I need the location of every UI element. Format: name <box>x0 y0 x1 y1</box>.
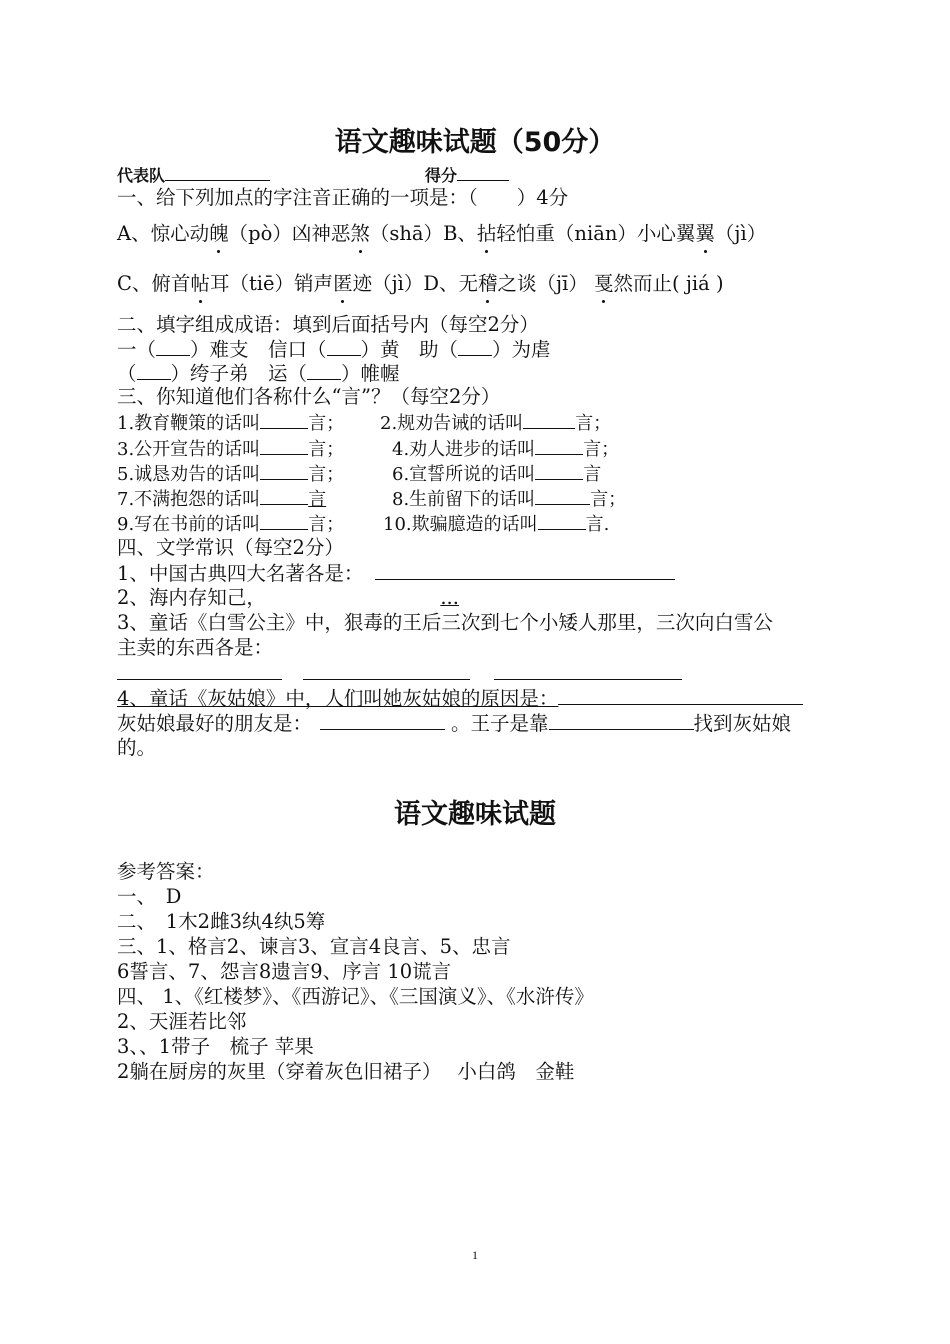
q3-blank-1 <box>260 410 308 429</box>
team-label-line <box>117 162 270 188</box>
q3-item-9: 9.写在书前的话叫 <box>117 514 261 535</box>
q4-blank-2: ... <box>440 586 459 609</box>
q2-text: ）黄 助（ <box>360 338 459 361</box>
q4-item-5c: 找到灰姑娘 <box>693 712 792 735</box>
q4-blank-5a <box>320 711 445 730</box>
q3-stem: 三、你知道他们各称什么“言”？（每空2分） <box>117 385 501 408</box>
q1-b-dotted-1: 拈 <box>476 222 497 245</box>
q1-a-text-3: （shā） <box>369 222 444 245</box>
q4-line-4 <box>117 686 803 711</box>
score-label-line <box>425 162 509 188</box>
score-label: 得分 <box>425 166 458 185</box>
answer-6: 2、天涯若比邻 <box>117 1010 247 1033</box>
q3-row-4b <box>392 486 626 512</box>
q1-stem: 一、给下列加点的字注音正确的一项是：（ ）4分 <box>117 186 569 209</box>
q2-text: （ <box>117 362 137 385</box>
q3-suffix: 言； <box>308 439 345 460</box>
q1-c-text-2: 耳（tiē）销声 <box>209 272 334 295</box>
answer-4: 6誓言、7、怨言8遗言9、序言 10谎言 <box>117 960 452 983</box>
q3-row-5b <box>383 511 609 537</box>
answers-heading: 参考答案： <box>117 860 215 883</box>
q1-b-text-3: （jì） <box>714 222 767 245</box>
q2-blank-1 <box>156 337 190 356</box>
q4-line-5 <box>117 711 791 736</box>
answer-5: 四、 1、《红楼梦》、《西游记》、《三国演义》、《水浒传》 <box>117 985 594 1008</box>
q2-blank-2 <box>327 337 361 356</box>
q1-d-dotted-2: 戛 <box>594 272 614 295</box>
q1-option-cd <box>117 272 724 296</box>
q4-item-2: 2、海内存知己， <box>117 586 266 609</box>
q3-blank-10 <box>538 511 586 530</box>
q4-blank-3c <box>494 679 682 680</box>
q2-text: ）为虐 <box>492 338 551 361</box>
q3-row-3 <box>117 461 344 487</box>
team-blank <box>165 162 270 181</box>
q3-blank-2 <box>523 410 575 429</box>
q1-d-text: D、无 <box>423 272 479 295</box>
q4-blank-3b <box>303 679 470 680</box>
q3-blank-8 <box>535 486 590 505</box>
q4-blank-4 <box>558 686 803 705</box>
q1-c-dotted-2: 匿 <box>333 272 353 295</box>
q3-blank-4 <box>535 436 583 455</box>
q3-suffix: 言； <box>308 464 345 485</box>
q3-suffix: 言； <box>308 514 345 535</box>
q4-item-5a: 灰姑娘最好的朋友是： <box>117 712 313 735</box>
q3-row-2 <box>117 436 344 462</box>
q3-suffix: 言 <box>308 489 327 510</box>
q3-row-4 <box>117 486 326 512</box>
q1-c-dotted-1: 帖 <box>190 272 210 295</box>
answer-8: 2躺在厨房的灰里（穿着灰色旧裙子） 小白鸽 金鞋 <box>117 1060 575 1083</box>
team-label: 代表队 <box>117 166 166 185</box>
q2-line-1 <box>117 337 551 362</box>
q2-stem: 二、填字组成成语：填到后面括号内（每空2分） <box>117 313 539 336</box>
q1-a-text-2: （pò）凶神恶 <box>228 222 351 245</box>
q2-text: ）难支 信口（ <box>190 338 327 361</box>
q4-line-6: 的。 <box>117 736 157 759</box>
q1-a-dotted-2: 煞 <box>350 222 370 245</box>
q3-item-7: 7.不满抱怨的话叫 <box>117 489 261 510</box>
q4-blank-3a <box>117 679 282 680</box>
q4-stem: 四、文学常识（每空2分） <box>117 536 344 559</box>
q4-line-2 <box>117 586 459 610</box>
q1-c-text: C、俯首 <box>117 272 191 295</box>
q3-item-2: 2.规劝告诫的话叫 <box>380 413 524 434</box>
q1-d-text-3: 然而止( jiá ) <box>613 272 724 295</box>
q1-option-ab <box>117 222 766 246</box>
page-title: 语文趣味试题（50分） <box>334 127 616 158</box>
q3-suffix: 言； <box>308 413 345 434</box>
q4-item-5b: 。王子是靠 <box>451 712 549 735</box>
page-number: 1 <box>472 1248 478 1262</box>
q2-text: ）帷幄 <box>341 362 400 385</box>
q4-line-3b: 主卖的东西各是： <box>117 636 274 659</box>
q3-blank-6 <box>535 461 583 480</box>
q2-line-2 <box>117 361 400 386</box>
q4-line-1 <box>117 561 675 586</box>
q1-b-text-2: 轻怕重（niān）小心翼 <box>496 222 696 245</box>
q3-item-1: 1.教育鞭策的话叫 <box>117 413 261 434</box>
q3-row-2b <box>392 436 619 462</box>
q3-item-6: 6.宣誓所说的话叫 <box>392 464 536 485</box>
q3-item-4: 4.劝人进步的话叫 <box>392 439 536 460</box>
answers-title: 语文趣味试题 <box>394 799 556 830</box>
q3-blank-9 <box>260 511 308 530</box>
q3-blank-7 <box>260 486 308 505</box>
q3-row-3b <box>392 461 601 487</box>
answer-2: 二、 1木2雌3纨4纨5筹 <box>117 910 326 933</box>
answer-7: 3、、1带子 梳子 苹果 <box>117 1035 314 1058</box>
q4-blank-1 <box>375 561 675 580</box>
q2-blank-4 <box>137 361 171 380</box>
q1-d-dotted-1: 稽 <box>478 272 498 295</box>
q3-row-5 <box>117 511 344 537</box>
q1-d-text-2: 之谈（jī） <box>497 272 588 295</box>
q4-item-4: 4、童话《灰姑娘》中，人们叫她灰姑娘的原因是： <box>117 687 559 710</box>
answer-1: 一、 D <box>117 885 182 908</box>
q2-text: ）绔子弟 运（ <box>170 362 308 385</box>
q1-b-dotted-2: 翼 <box>695 222 715 245</box>
q1-c-text-3: 迹（jì） <box>352 272 424 295</box>
q3-item-5: 5.诚恳劝告的话叫 <box>117 464 261 485</box>
answer-3: 三、1、格言2、谏言3、宣言4良言、5、忠言 <box>117 935 511 958</box>
q3-suffix: 言； <box>590 489 627 510</box>
q4-blank-5b <box>549 711 694 730</box>
q3-suffix: 言； <box>583 439 620 460</box>
q4-item-1: 1、中国古典四大名著各是： <box>117 562 364 585</box>
q3-blank-3 <box>260 436 308 455</box>
q3-item-3: 3.公开宣告的话叫 <box>117 439 261 460</box>
q3-suffix: 言； <box>575 413 612 434</box>
q1-a-dotted-1: 魄 <box>209 222 229 245</box>
q3-suffix: 言. <box>585 514 610 535</box>
q4-line-3a: 3、童话《白雪公主》中，狠毒的王后三次到七个小矮人那里，三次向白雪公 <box>117 611 773 634</box>
q3-suffix: 言 <box>583 464 602 485</box>
q2-blank-3 <box>458 337 492 356</box>
q1-b-text: B、 <box>443 222 477 245</box>
score-blank <box>457 162 509 181</box>
q1-a-text: A、惊心动 <box>117 222 210 245</box>
q3-item-8: 8.生前留下的话叫 <box>392 489 536 510</box>
q3-row-1 <box>117 410 344 436</box>
q2-blank-5 <box>307 361 341 380</box>
q3-row-1b <box>380 410 611 436</box>
q3-blank-5 <box>260 461 308 480</box>
q2-text: 一（ <box>117 338 157 361</box>
q3-item-10: 10.欺骗臆造的话叫 <box>383 514 538 535</box>
